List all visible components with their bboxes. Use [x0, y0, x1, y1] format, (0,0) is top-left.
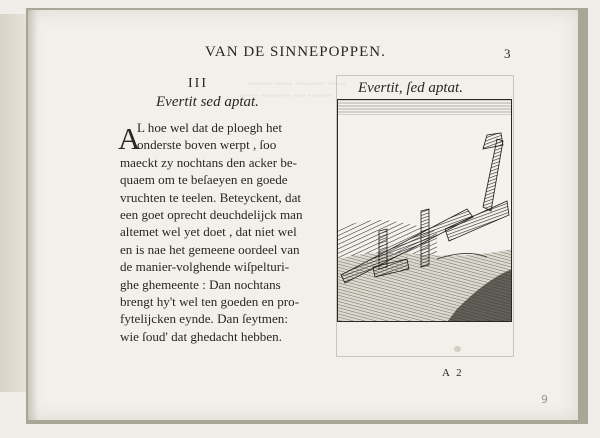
signature-mark: A 2	[442, 367, 464, 379]
text-line: ghe ghemeente : Dan nochtans	[120, 276, 281, 292]
engraving-sky	[337, 99, 512, 115]
emblem-text	[120, 119, 310, 345]
text-line: onderste boven werpt , ſoo	[137, 137, 277, 153]
text-line: en is nae het gemeene oordeel van	[120, 241, 300, 257]
text-line: fytelijcken eynde. Dan ſeytmen:	[120, 311, 288, 327]
text-line: maeckt zy nochtans den acker be-	[120, 154, 298, 170]
running-head: VAN DE SINNEPOPPEN.	[205, 44, 386, 60]
emblem-number: III	[188, 76, 208, 91]
emblem-motto: Evertit sed aptat.	[156, 94, 259, 110]
text-line: quaem om te beſaeyen en goede	[120, 172, 288, 188]
drop-initial: A	[118, 121, 141, 156]
show-through-text: ~~~ ~~~~~ ~~ ~~~~	[240, 90, 332, 102]
plough-post	[379, 229, 387, 269]
text-line: brengt hy't wel ten goeden en pro-	[120, 294, 300, 310]
text-line: altemet wel yet doet , dat niet wel	[120, 224, 297, 240]
text-line: een goet oprecht deuchdelijck man	[120, 207, 303, 223]
plough-engraving	[337, 99, 512, 322]
text-line: vruchten te teelen. Beteyckent, dat	[120, 189, 302, 205]
text-line: wie ſoud' dat ghedacht hebben.	[120, 328, 282, 344]
page-number: 3	[504, 46, 511, 61]
plate-motto: Evertit, ſed aptat.	[358, 80, 463, 96]
pencil-number: 9	[541, 393, 548, 406]
page-gutter	[28, 10, 38, 420]
plough-upright	[421, 209, 429, 267]
show-through-text: ~~~~ ~~~ ~~~~~ ~~~	[248, 78, 346, 90]
text-line: L hoe wel dat de ploegh het	[137, 120, 282, 135]
text-line: de manier-volghende wiſpelturi-	[120, 259, 290, 275]
paper-spot	[454, 346, 461, 352]
